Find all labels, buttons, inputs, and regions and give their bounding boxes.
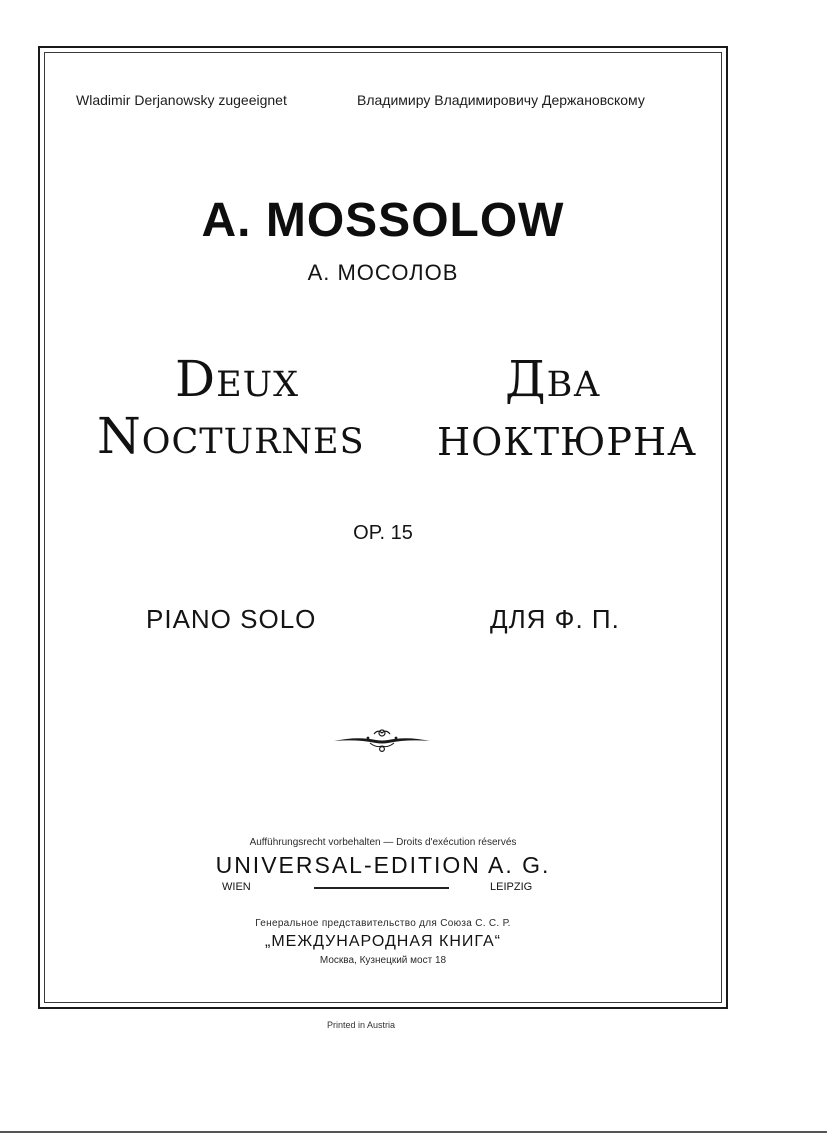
composer-name-cyrillic: А. МОСОЛОВ	[307, 260, 459, 285]
publisher-name: UNIVERSAL-EDITION A. G.	[215, 852, 551, 878]
title-russian-line2: НОКТЮРНА	[437, 420, 697, 464]
opus-number: OP. 15	[353, 522, 413, 544]
title-russian-line1: Два	[505, 350, 601, 408]
title-french-line1: Deux	[175, 350, 300, 408]
printed-in-notice: Printed in Austria	[327, 1020, 396, 1030]
distributor-address: Москва, Кузнецкий мост 18	[319, 955, 447, 966]
representation-notice: Генеральное представительство для Союза С. С. Р.	[255, 918, 511, 929]
fleuron-ornament-icon	[332, 724, 432, 754]
distributor-name: „МЕЖДУНАРОДНАЯ КНИГА“	[265, 933, 501, 950]
rights-notice: Aufführungsrecht vorbehalten — Droits d'exécution réservés	[249, 837, 517, 848]
city-left: WIEN	[222, 881, 251, 893]
city-right: LEIPZIG	[490, 881, 533, 893]
instrument-russian: ДЛЯ Ф. П.	[490, 604, 620, 634]
dedication-german: Wladimir Derjanowsky zugeeignet	[76, 92, 287, 108]
dedication-russian: Владимиру Владимировичу Держановскому	[357, 92, 645, 108]
title-french-line2: Nocturnes	[97, 407, 365, 465]
city-divider	[314, 887, 449, 889]
page-bottom-edge	[0, 1131, 827, 1133]
instrument-german: PIANO SOLO	[146, 604, 317, 634]
composer-name-latin: A. MOSSOLOW	[201, 194, 565, 247]
